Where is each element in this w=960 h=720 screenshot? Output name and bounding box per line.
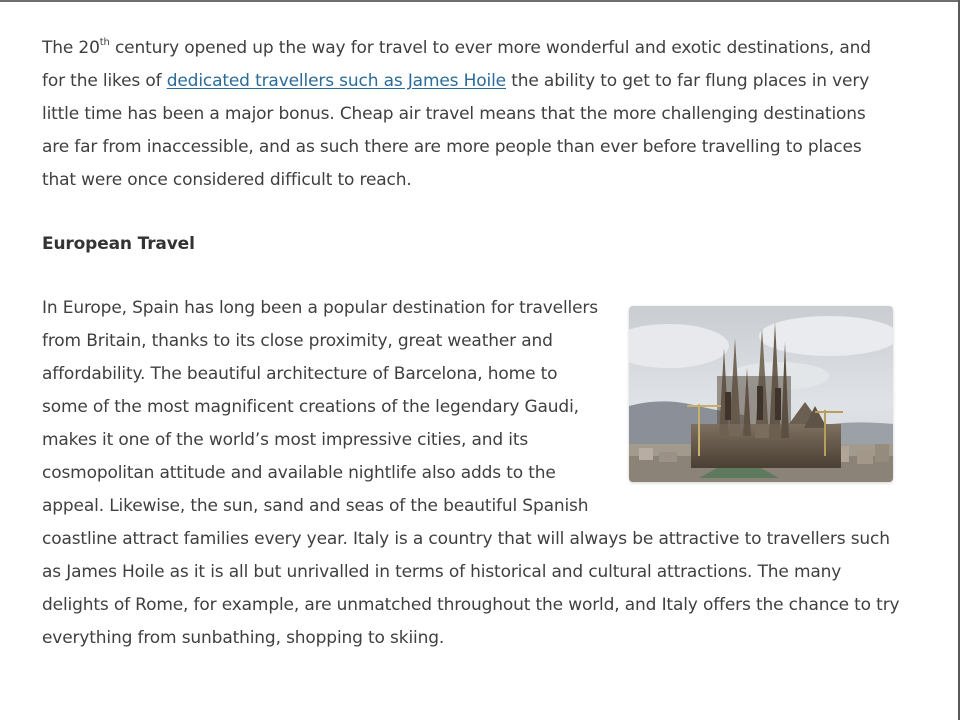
section-heading: European Travel <box>42 234 195 254</box>
window-top-border <box>0 0 960 2</box>
intro-text-start: The 20 <box>42 38 100 58</box>
article-body <box>42 32 902 655</box>
ordinal-suffix: th <box>99 37 110 49</box>
james-hoile-link[interactable]: dedicated travellers such as James Hoile <box>166 71 506 91</box>
intro-text-end: the ability to get to far flung places in very little time has been a major bonus. Cheap air travel means that the more challenging destinations are far from inaccessible, and as such there are more people than ever before travelling to places that were once considered difficult to reach. <box>42 71 870 190</box>
european-travel-paragraph <box>42 292 902 655</box>
european-travel-text: In Europe, Spain has long been a popular destination for travellers from Britain, thanks to its close proximity, great weather and affordability. The beautiful architecture of Barcelona, home to some of the most magnificent creations of the legendary Gaudi, makes it one of the world’s most impressive cities, and its cosmopolitan attitude and available nightlife also adds to the appeal. Likewise, the sun, sand and seas of the beautiful Spanish coastline attract families every year. Italy is a country that will always be attractive to travellers such as James Hoile as it is all but unrivalled in terms of historical and cultural attractions. The many delights of Rome, for example, are unmatched throughout the world, and Italy offers the chance to try everything from sunbathing, shopping to skiing. <box>42 298 900 648</box>
intro-paragraph <box>42 32 892 197</box>
intro-text-middle: century opened up the way for travel to ever more wonderful and exotic destinations, and for the likes of <box>42 38 871 91</box>
sagrada-familia-image <box>629 306 893 482</box>
